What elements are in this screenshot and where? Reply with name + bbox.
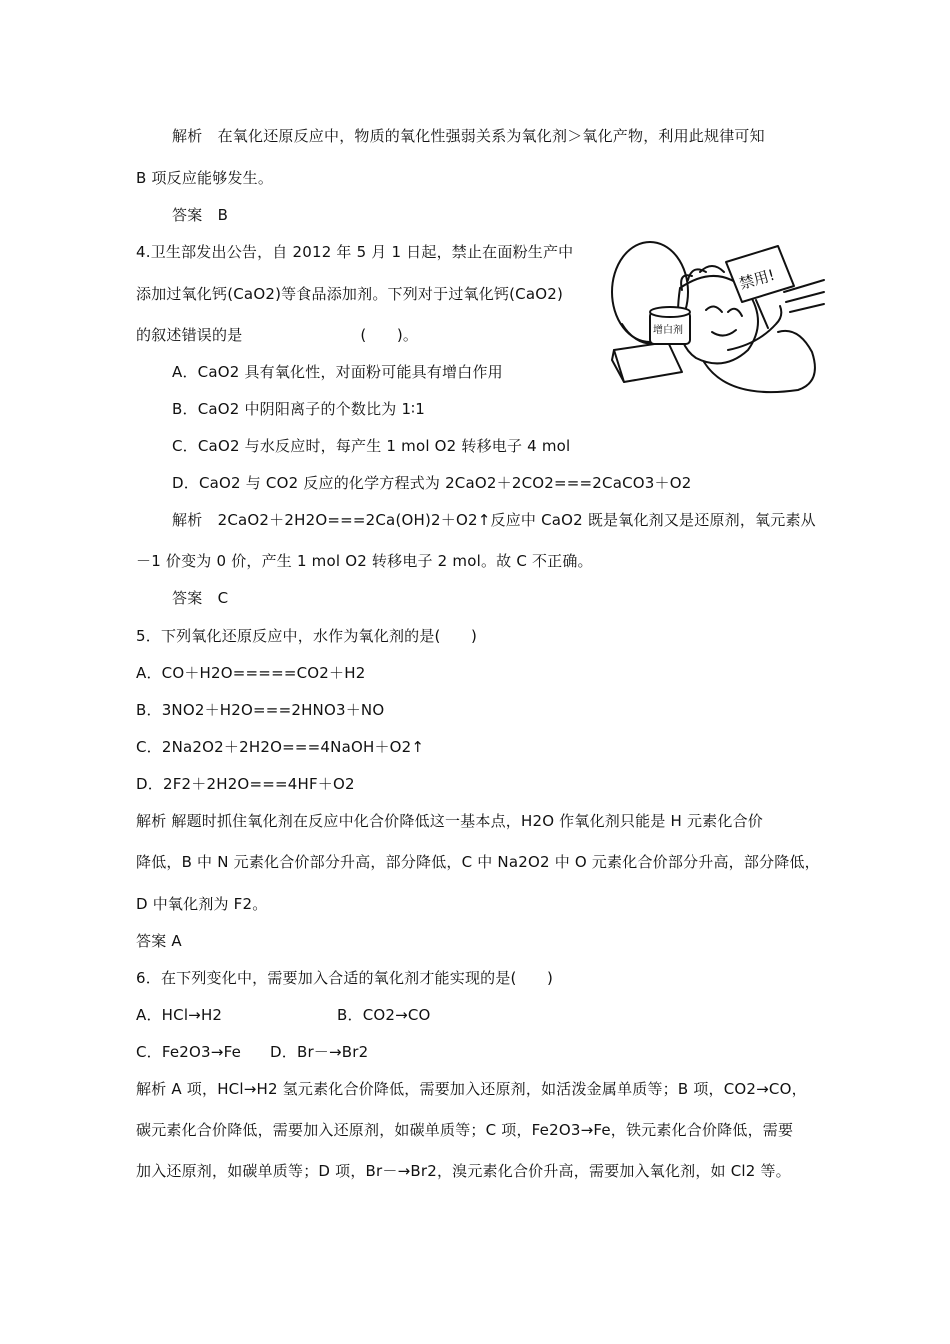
q5-analysis-line-3: D 中氧化剂为 F2。 — [136, 895, 268, 913]
q4-stem-line-2: 添加过氧化钙(CaO2)等食品添加剂。下列对于过氧化钙(CaO2) — [136, 285, 564, 303]
character-body-shape — [704, 331, 815, 392]
q6-analysis-line-3: 加入还原剂，如碳单质等；D 项，Br－→Br2，溴元素化合价升高，需要加入氧化剂，如 Cl2 等。 — [136, 1162, 791, 1180]
q5-option-d: D．2F2＋2H2O===4HF＋O2 — [136, 775, 355, 793]
q4-stem-line-1: 4.卫生部发出公告，自 2012 年 5 月 1 日起，禁止在面粉生产中 — [136, 243, 574, 261]
q6-analysis-line-2: 碳元素化合价降低，需要加入还原剂，如碳单质等；C 项，Fe2O3→Fe，铁元素化合价降低，需要 — [136, 1121, 794, 1139]
q5-option-c: C．2Na2O2＋2H2O===4NaOH＋O2↑ — [136, 738, 425, 756]
q4-option-c: C．CaO2 与水反应时，每产生 1 mol O2 转移电子 4 mol — [172, 437, 571, 455]
q5-option-a: A．CO＋H2O=====CO2＋H2 — [136, 664, 366, 682]
q4-answer: 答案 C — [172, 589, 229, 607]
q6-option-a: A．HCl→H2 — [136, 1006, 223, 1024]
q5-answer: 答案 A — [136, 932, 182, 950]
q3-answer: 答案 B — [172, 206, 229, 224]
q4-stem-line-3 — [136, 325, 418, 345]
q5-option-b: B．3NO2＋H2O===2HNO3＋NO — [136, 701, 385, 719]
q5-analysis-line-1: 解析 解题时抓住氧化剂在反应中化合价降低这一基本点，H2O 作氧化剂只能是 H 元素化合价 — [136, 812, 763, 830]
flour-ban-illustration — [608, 232, 826, 404]
q4-analysis-cont: －1 价变为 0 价，产生 1 mol O2 转移电子 2 mol。故 C 不正确。 — [136, 552, 593, 570]
can-text: 增白剂 — [653, 325, 683, 336]
q5-analysis-line-2: 降低，B 中 N 元素化合价部分升高，部分降低，C 中 Na2O2 中 O 元素化合价部分升高，部分降低， — [136, 853, 820, 871]
q5-stem: 5．下列氧化还原反应中，水作为氧化剂的是( ) — [136, 627, 478, 645]
base-box-shape — [614, 342, 682, 382]
q4-analysis: 解析 2CaO2＋2H2O===2Ca(OH)2＋O2↑反应中 CaO2 既是氧化剂又是还原剂，氧元素从 — [172, 511, 816, 529]
q6-stem: 6．在下列变化中，需要加入合适的氧化剂才能实现的是( ) — [136, 969, 554, 987]
q4-option-a: A．CaO2 具有氧化性，对面粉可能具有增白作用 — [172, 363, 503, 381]
q6-option-d: D．Br－→Br2 — [270, 1043, 369, 1061]
q6-option-b: B．CO2→CO — [337, 1006, 431, 1024]
q3-analysis: 解析 在氧化还原反应中，物质的氧化性强弱关系为氧化剂＞氧化产物，利用此规律可知 — [172, 127, 765, 145]
q4-stem-paren: ( )。 — [360, 326, 419, 344]
sign-text: 禁用! — [737, 265, 777, 294]
q3-analysis-cont: B 项反应能够发生。 — [136, 169, 274, 187]
q6-option-c: C．Fe2O3→Fe — [136, 1043, 242, 1061]
q4-option-b: B．CaO2 中阴阳离子的个数比为 1∶1 — [172, 400, 426, 418]
q6-analysis-line-1: 解析 A 项，HCl→H2 氢元素化合价降低，需要加入还原剂，如活泼金属单质等；B 项，CO2→CO， — [136, 1080, 807, 1098]
q4-option-d: D．CaO2 与 CO2 反应的化学方程式为 2CaO2＋2CO2===2CaCO3＋O2 — [172, 474, 692, 492]
q4-stem-text: 的叙述错误的是 — [136, 326, 243, 344]
